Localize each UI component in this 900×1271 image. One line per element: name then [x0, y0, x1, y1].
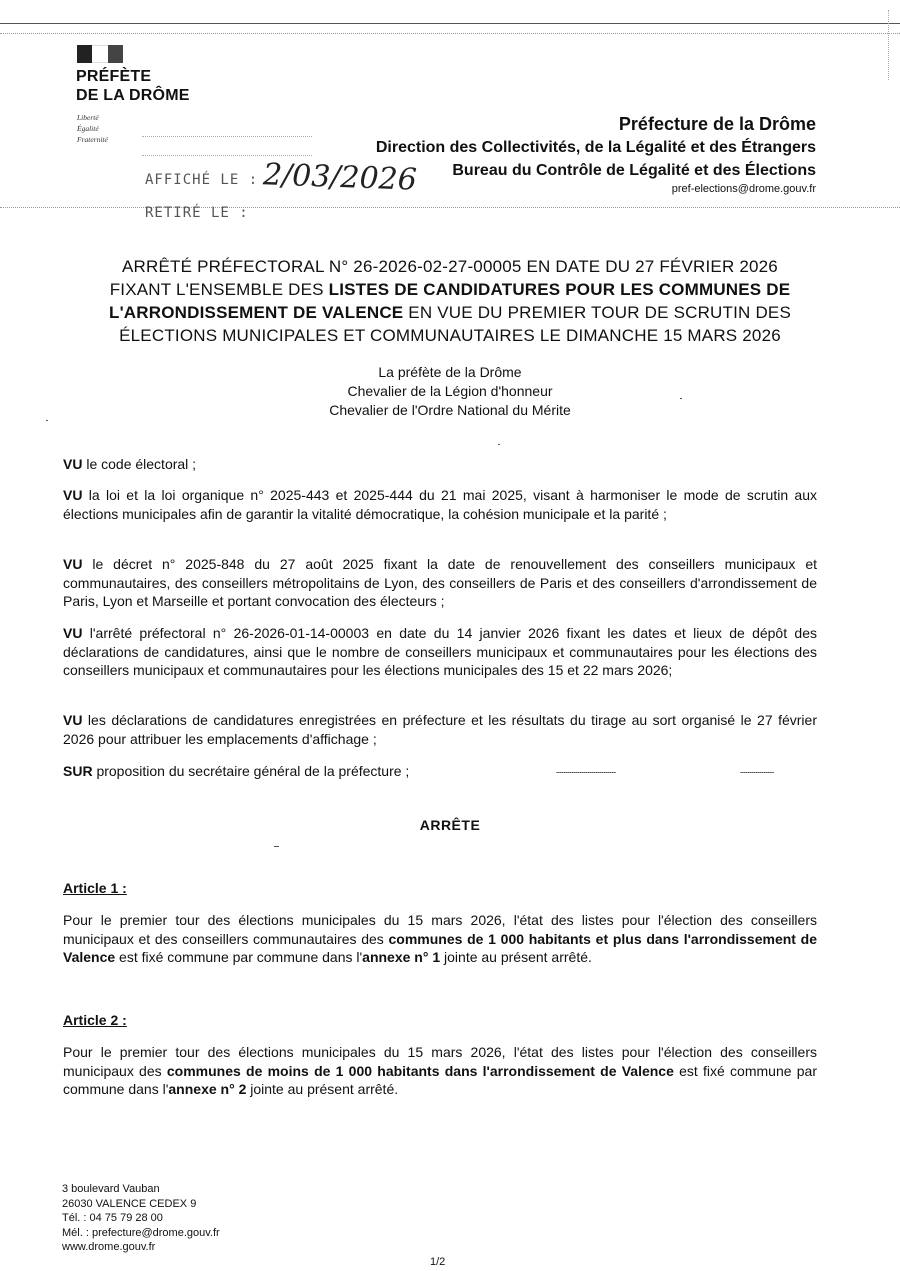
- scan-speck: [556, 772, 616, 773]
- page-number: 1/2: [430, 1256, 446, 1268]
- prefecture-name: Préfecture de la Drôme: [618, 114, 816, 134]
- authority-block: [60, 363, 840, 420]
- article2-t2: est fixé commune par commune dans l': [63, 1062, 817, 1097]
- authority-line3: Chevalier de l'Ordre National du Mérite: [329, 402, 571, 418]
- bureau-name: Bureau du Contrôle de Légalité et des Élections: [452, 162, 816, 179]
- arrete-heading: ARRÊTE: [419, 817, 481, 833]
- sur-proposition-paragraph: [63, 762, 817, 781]
- article2-text: [63, 1043, 817, 1099]
- motto-fraternite: Fraternité: [77, 135, 108, 144]
- visa-keyword: VU: [63, 487, 83, 503]
- visa-paragraph: [63, 486, 817, 523]
- article1-heading: Article 1 :: [63, 880, 127, 896]
- article2-t3: jointe au présent arrêté.: [246, 1081, 399, 1097]
- scan-edge-mark: [888, 10, 895, 80]
- visa-paragraph: [63, 555, 817, 611]
- scan-dotted-rule: [0, 33, 900, 34]
- motto-egalite: Égalité: [77, 124, 99, 133]
- title-line2-normal: FIXANT L'ENSEMBLE DES: [109, 280, 329, 299]
- visa-text: les déclarations de candidatures enregistrées en préfecture et les résultats du tirage au sort organisé le 27 février 2026 pour attribuer les emplacements d'affichage ;: [63, 712, 817, 747]
- article1-t2: est fixé commune par commune dans l': [115, 949, 363, 965]
- prefete-line2: DE LA DRÔME: [76, 87, 190, 104]
- visa-paragraph: [63, 624, 817, 680]
- article1-b2: annexe n° 1: [362, 949, 441, 965]
- visa-keyword: VU: [63, 456, 83, 472]
- footer-city: 26030 VALENCE CEDEX 9: [62, 1197, 197, 1210]
- visa-text: la loi et la loi organique n° 2025-443 et 2025-444 du 21 mai 2025, visant à harmoniser le mode de scrutin aux élections municipales afin de garantir la vitalité démocratique, la cohésion municipale et la parité ;: [63, 487, 817, 522]
- visa-keyword: VU: [63, 712, 83, 728]
- article2-b1: communes de moins de 1 000 habitants dans l'arrondissement de Valence: [166, 1062, 674, 1079]
- article1-t3: jointe au présent arrêté.: [440, 949, 592, 965]
- scan-speck: [274, 846, 279, 847]
- visa-text: l'arrêté préfectoral n° 26-2026-01-14-00003 en date du 14 janvier 2026 fixant les dates et lieux de dépôt des déclarations de candidatures, ainsi que le nombre de conseillers municipaux et communautaires pour les élections des conseillers municipaux et communautaires pour les élections municipales des 15 et 22 mars 2026;: [63, 625, 817, 678]
- title-line1: ARRÊTÉ PRÉFECTORAL N° 26-2026-02-27-00005 EN DATE DU 27 FÉVRIER 2026: [122, 257, 778, 276]
- article1-b1: communes de 1 000 habitants et plus dans l'arrondissement de Valence: [63, 930, 817, 965]
- scan-speck: [740, 772, 774, 773]
- footer-street: 3 boulevard Vauban: [62, 1183, 160, 1195]
- stamp-handwritten-date: 2/03/2026: [262, 157, 418, 198]
- scan-speck: [498, 444, 500, 445]
- authority-line2: Chevalier de la Légion d'honneur: [347, 383, 553, 399]
- title-line4: ÉLECTIONS MUNICIPALES ET COMMUNAUTAIRES LE DIMANCHE 15 MARS 2026: [119, 326, 781, 345]
- visa-text: le code électoral ;: [82, 456, 197, 472]
- scan-speck: [680, 398, 682, 399]
- title-line3: [60, 301, 840, 324]
- article1-t1: Pour le premier tour des élections municipales du 15 mars 2026, l'état des listes pour l'élection des conseillers municipaux et des conseillers communautaires des: [63, 912, 817, 947]
- contact-email: pref-elections@drome.gouv.fr: [671, 183, 816, 195]
- visa-keyword: VU: [63, 625, 83, 641]
- footer-phone: Tél. : 04 75 79 28 00: [62, 1212, 163, 1224]
- visa-text: le décret n° 2025-848 du 27 août 2025 fixant la date de renouvellement des conseillers municipaux et communautaires, des conseillers métropolitains de Lyon, des conseillers de Paris et des conseillers d'arrondissement de Paris, Lyon et Marseille et portant convocation des électeurs ;: [63, 556, 817, 609]
- footer-address: [62, 1182, 220, 1255]
- marianne-logo: [77, 45, 123, 63]
- arrete-title: [60, 255, 840, 347]
- visa-keyword: VU: [63, 556, 83, 572]
- visa-paragraph: [63, 711, 817, 748]
- visa-text: proposition du secrétaire général de la préfecture ;: [92, 763, 410, 779]
- article2-heading: Article 2 :: [63, 1012, 127, 1028]
- motto-liberte: Liberté: [77, 113, 99, 122]
- footer-mail: Mél. : prefecture@drome.gouv.fr: [62, 1226, 220, 1239]
- visa-keyword: SUR: [63, 763, 93, 779]
- title-line3-normal: EN VUE DU PREMIER TOUR DE SCRUTIN DES: [403, 303, 791, 322]
- authority-line1: La préfète de la Drôme: [378, 364, 522, 380]
- title-line2: [60, 278, 840, 301]
- title-line3-bold: L'ARRONDISSEMENT DE VALENCE: [108, 303, 404, 322]
- stamp-affiche-label: AFFICHÉ LE :: [145, 172, 259, 188]
- stamp-smudge: [142, 136, 312, 156]
- scan-top-rule: [0, 23, 900, 24]
- direction-name: Direction des Collectivités, de la Légalité et des Étrangers: [375, 139, 816, 156]
- scan-dotted-rule: [0, 207, 900, 208]
- scan-speck: [46, 420, 48, 421]
- title-line2-bold: LISTES DE CANDIDATURES POUR LES COMMUNES DE: [328, 280, 791, 299]
- article1-text: [63, 911, 817, 967]
- stamp-retire-label: RETIRÉ LE :: [145, 205, 249, 221]
- article2-b2: annexe n° 2: [168, 1081, 247, 1097]
- visa-paragraph: [63, 455, 817, 474]
- footer-website: www.drome.gouv.fr: [62, 1241, 156, 1253]
- article2-t1: Pour le premier tour des élections municipales du 15 mars 2026, l'état des listes pour l'élection des conseillers municipaux des: [63, 1044, 817, 1079]
- prefete-line1: PRÉFÈTE: [76, 68, 152, 85]
